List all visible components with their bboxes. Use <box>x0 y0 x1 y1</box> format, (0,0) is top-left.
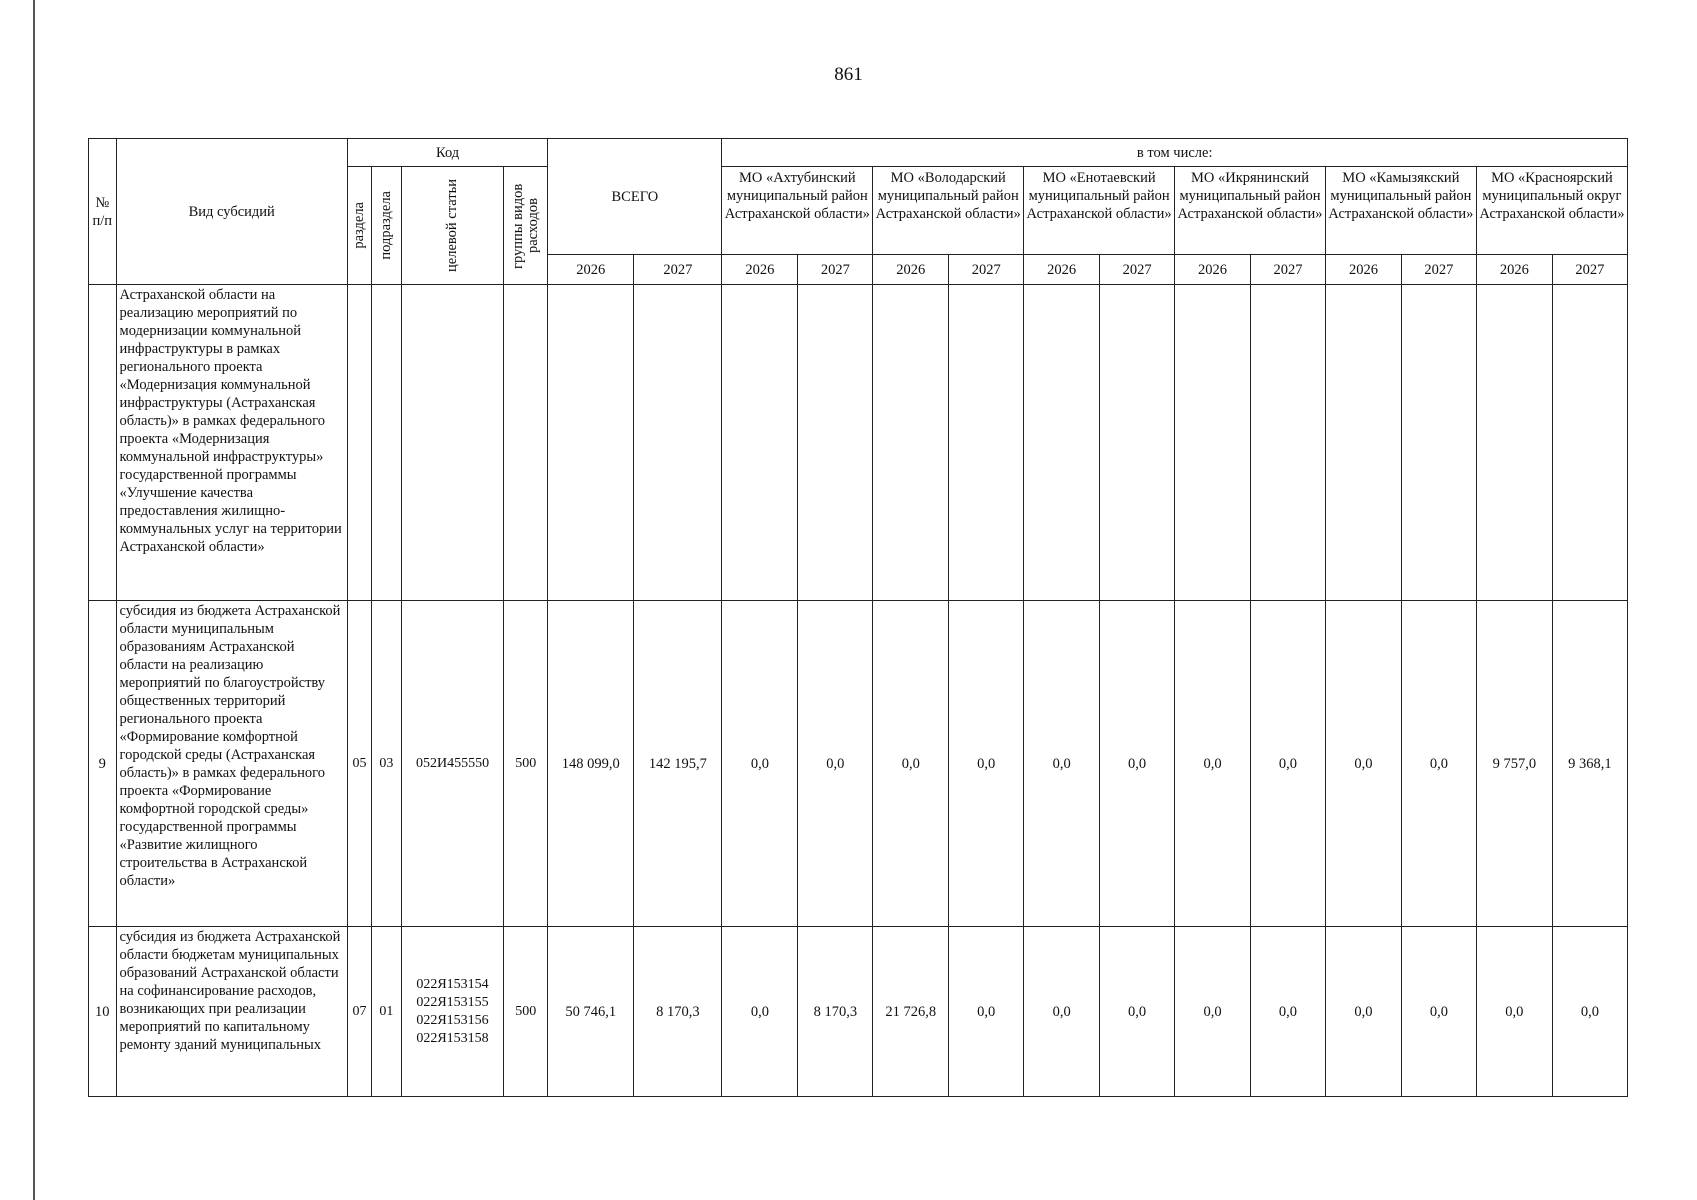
year-2027: 2027 <box>1251 255 1326 285</box>
table-row <box>89 927 1628 1097</box>
row-target <box>401 285 503 601</box>
row-value <box>1251 285 1326 601</box>
header-district-kamyzyaksky: МО «Камызякский муниципальный район Астраханской области» <box>1325 167 1476 255</box>
row-value <box>1552 285 1627 601</box>
year-2027: 2027 <box>1401 255 1476 285</box>
header-subsidy-type: Вид субсидий <box>116 139 347 285</box>
header-code-subsection: подраздела <box>372 167 402 285</box>
header-district-volodarsky: МО «Володарский муниципальный район Астраханской области» <box>873 167 1024 255</box>
binding-line <box>33 0 35 1200</box>
header-code-section: раздела <box>347 167 371 285</box>
row-section: 07 <box>347 927 371 1097</box>
row-value: 9 368,1 <box>1552 601 1627 927</box>
row-description: Астраханской области на реализацию мероприятий по модернизации коммунальной инфраструктуры в рамках регионального проекта «Модернизация коммунальной инфраструктуры (Астраханская область)» в рамках федерального проекта «Модернизация коммунальной инфраструктуры» государственной программы «Улучшение качества предоставления жилищно-коммунальных услуг на территории Астраханской области» <box>116 285 347 601</box>
row-value: 8 170,3 <box>798 927 873 1097</box>
row-value <box>634 285 722 601</box>
row-value <box>873 285 949 601</box>
header-district-krasnoyarsky: МО «Красноярский муниципальный округ Астраханской области» <box>1476 167 1627 255</box>
row-group <box>504 285 548 601</box>
header-code: Код <box>347 139 548 167</box>
year-2026: 2026 <box>722 255 798 285</box>
year-2027: 2027 <box>949 255 1024 285</box>
row-value: 0,0 <box>1100 601 1175 927</box>
row-num: 9 <box>89 601 117 927</box>
row-value <box>1175 285 1251 601</box>
row-description: субсидия из бюджета Астраханской области муниципальным образованиям Астраханской области на реализацию мероприятий по благоустройству общественных территорий регионального проекта «Формирование комфортной городской среды (Астраханская область)» в рамках федерального проекта «Формирование комфортной городской среды» государственной программы «Развитие жилищного строительства в Астраханской области» <box>116 601 347 927</box>
year-2027: 2027 <box>1100 255 1175 285</box>
year-2026: 2026 <box>873 255 949 285</box>
year-2026: 2026 <box>1175 255 1251 285</box>
row-value: 0,0 <box>949 601 1024 927</box>
row-group: 500 <box>504 601 548 927</box>
year-2026: 2026 <box>1024 255 1100 285</box>
year-2027: 2027 <box>1552 255 1627 285</box>
page-number: 861 <box>834 64 863 85</box>
row-value: 0,0 <box>1024 601 1100 927</box>
year-2027: 2027 <box>798 255 873 285</box>
row-target: 022Я153154 022Я153155 022Я153156 022Я153158 <box>401 927 503 1097</box>
row-value: 0,0 <box>873 601 949 927</box>
year-2026: 2026 <box>1325 255 1401 285</box>
header-num: № п/п <box>89 139 117 285</box>
row-value: 0,0 <box>722 927 798 1097</box>
row-value: 0,0 <box>1325 601 1401 927</box>
row-value: 0,0 <box>1476 927 1552 1097</box>
row-section: 05 <box>347 601 371 927</box>
row-value: 142 195,7 <box>634 601 722 927</box>
row-value: 0,0 <box>1325 927 1401 1097</box>
year-2027: 2027 <box>634 255 722 285</box>
row-value: 0,0 <box>1175 601 1251 927</box>
row-value: 0,0 <box>1175 927 1251 1097</box>
row-value <box>548 285 634 601</box>
header-including: в том числе: <box>722 139 1628 167</box>
row-value: 21 726,8 <box>873 927 949 1097</box>
table-row <box>89 285 1628 601</box>
row-subsection <box>372 285 402 601</box>
row-value <box>722 285 798 601</box>
row-num: 10 <box>89 927 117 1097</box>
header-code-group: группы видов расходов <box>504 167 548 285</box>
header-district-ikryaninsky: МО «Икрянинский муниципальный район Астраханской области» <box>1175 167 1326 255</box>
row-section <box>347 285 371 601</box>
subsidy-table <box>88 138 1628 1097</box>
row-value: 148 099,0 <box>548 601 634 927</box>
row-value: 0,0 <box>1024 927 1100 1097</box>
year-2026: 2026 <box>1476 255 1552 285</box>
row-value <box>1401 285 1476 601</box>
row-value: 0,0 <box>1552 927 1627 1097</box>
row-value: 0,0 <box>1401 927 1476 1097</box>
row-value: 8 170,3 <box>634 927 722 1097</box>
row-value: 0,0 <box>722 601 798 927</box>
row-target: 052И455550 <box>401 601 503 927</box>
row-value: 0,0 <box>1251 601 1326 927</box>
row-value: 9 757,0 <box>1476 601 1552 927</box>
row-value <box>1100 285 1175 601</box>
row-value <box>798 285 873 601</box>
row-num <box>89 285 117 601</box>
row-value: 0,0 <box>949 927 1024 1097</box>
table-row <box>89 601 1628 927</box>
row-description: субсидия из бюджета Астраханской области бюджетам муниципальных образований Астраханской области на софинансирование расходов, возникающих при реализации мероприятий по капитальному ремонту зданий муниципальных <box>116 927 347 1097</box>
row-subsection: 01 <box>372 927 402 1097</box>
row-group: 500 <box>504 927 548 1097</box>
row-value <box>949 285 1024 601</box>
header-total: ВСЕГО <box>548 139 722 255</box>
header-district-enotaevsky: МО «Енотаевский муниципальный район Астраханской области» <box>1024 167 1175 255</box>
row-value: 0,0 <box>798 601 873 927</box>
row-value <box>1325 285 1401 601</box>
header-district-akhtubinsky: МО «Ахтубинский муниципальный район Астраханской области» <box>722 167 873 255</box>
row-value <box>1476 285 1552 601</box>
header-code-target: целевой статьи <box>401 167 503 285</box>
year-2026: 2026 <box>548 255 634 285</box>
row-value: 0,0 <box>1401 601 1476 927</box>
row-subsection: 03 <box>372 601 402 927</box>
row-value <box>1024 285 1100 601</box>
row-value: 0,0 <box>1100 927 1175 1097</box>
row-value: 0,0 <box>1251 927 1326 1097</box>
row-value: 50 746,1 <box>548 927 634 1097</box>
